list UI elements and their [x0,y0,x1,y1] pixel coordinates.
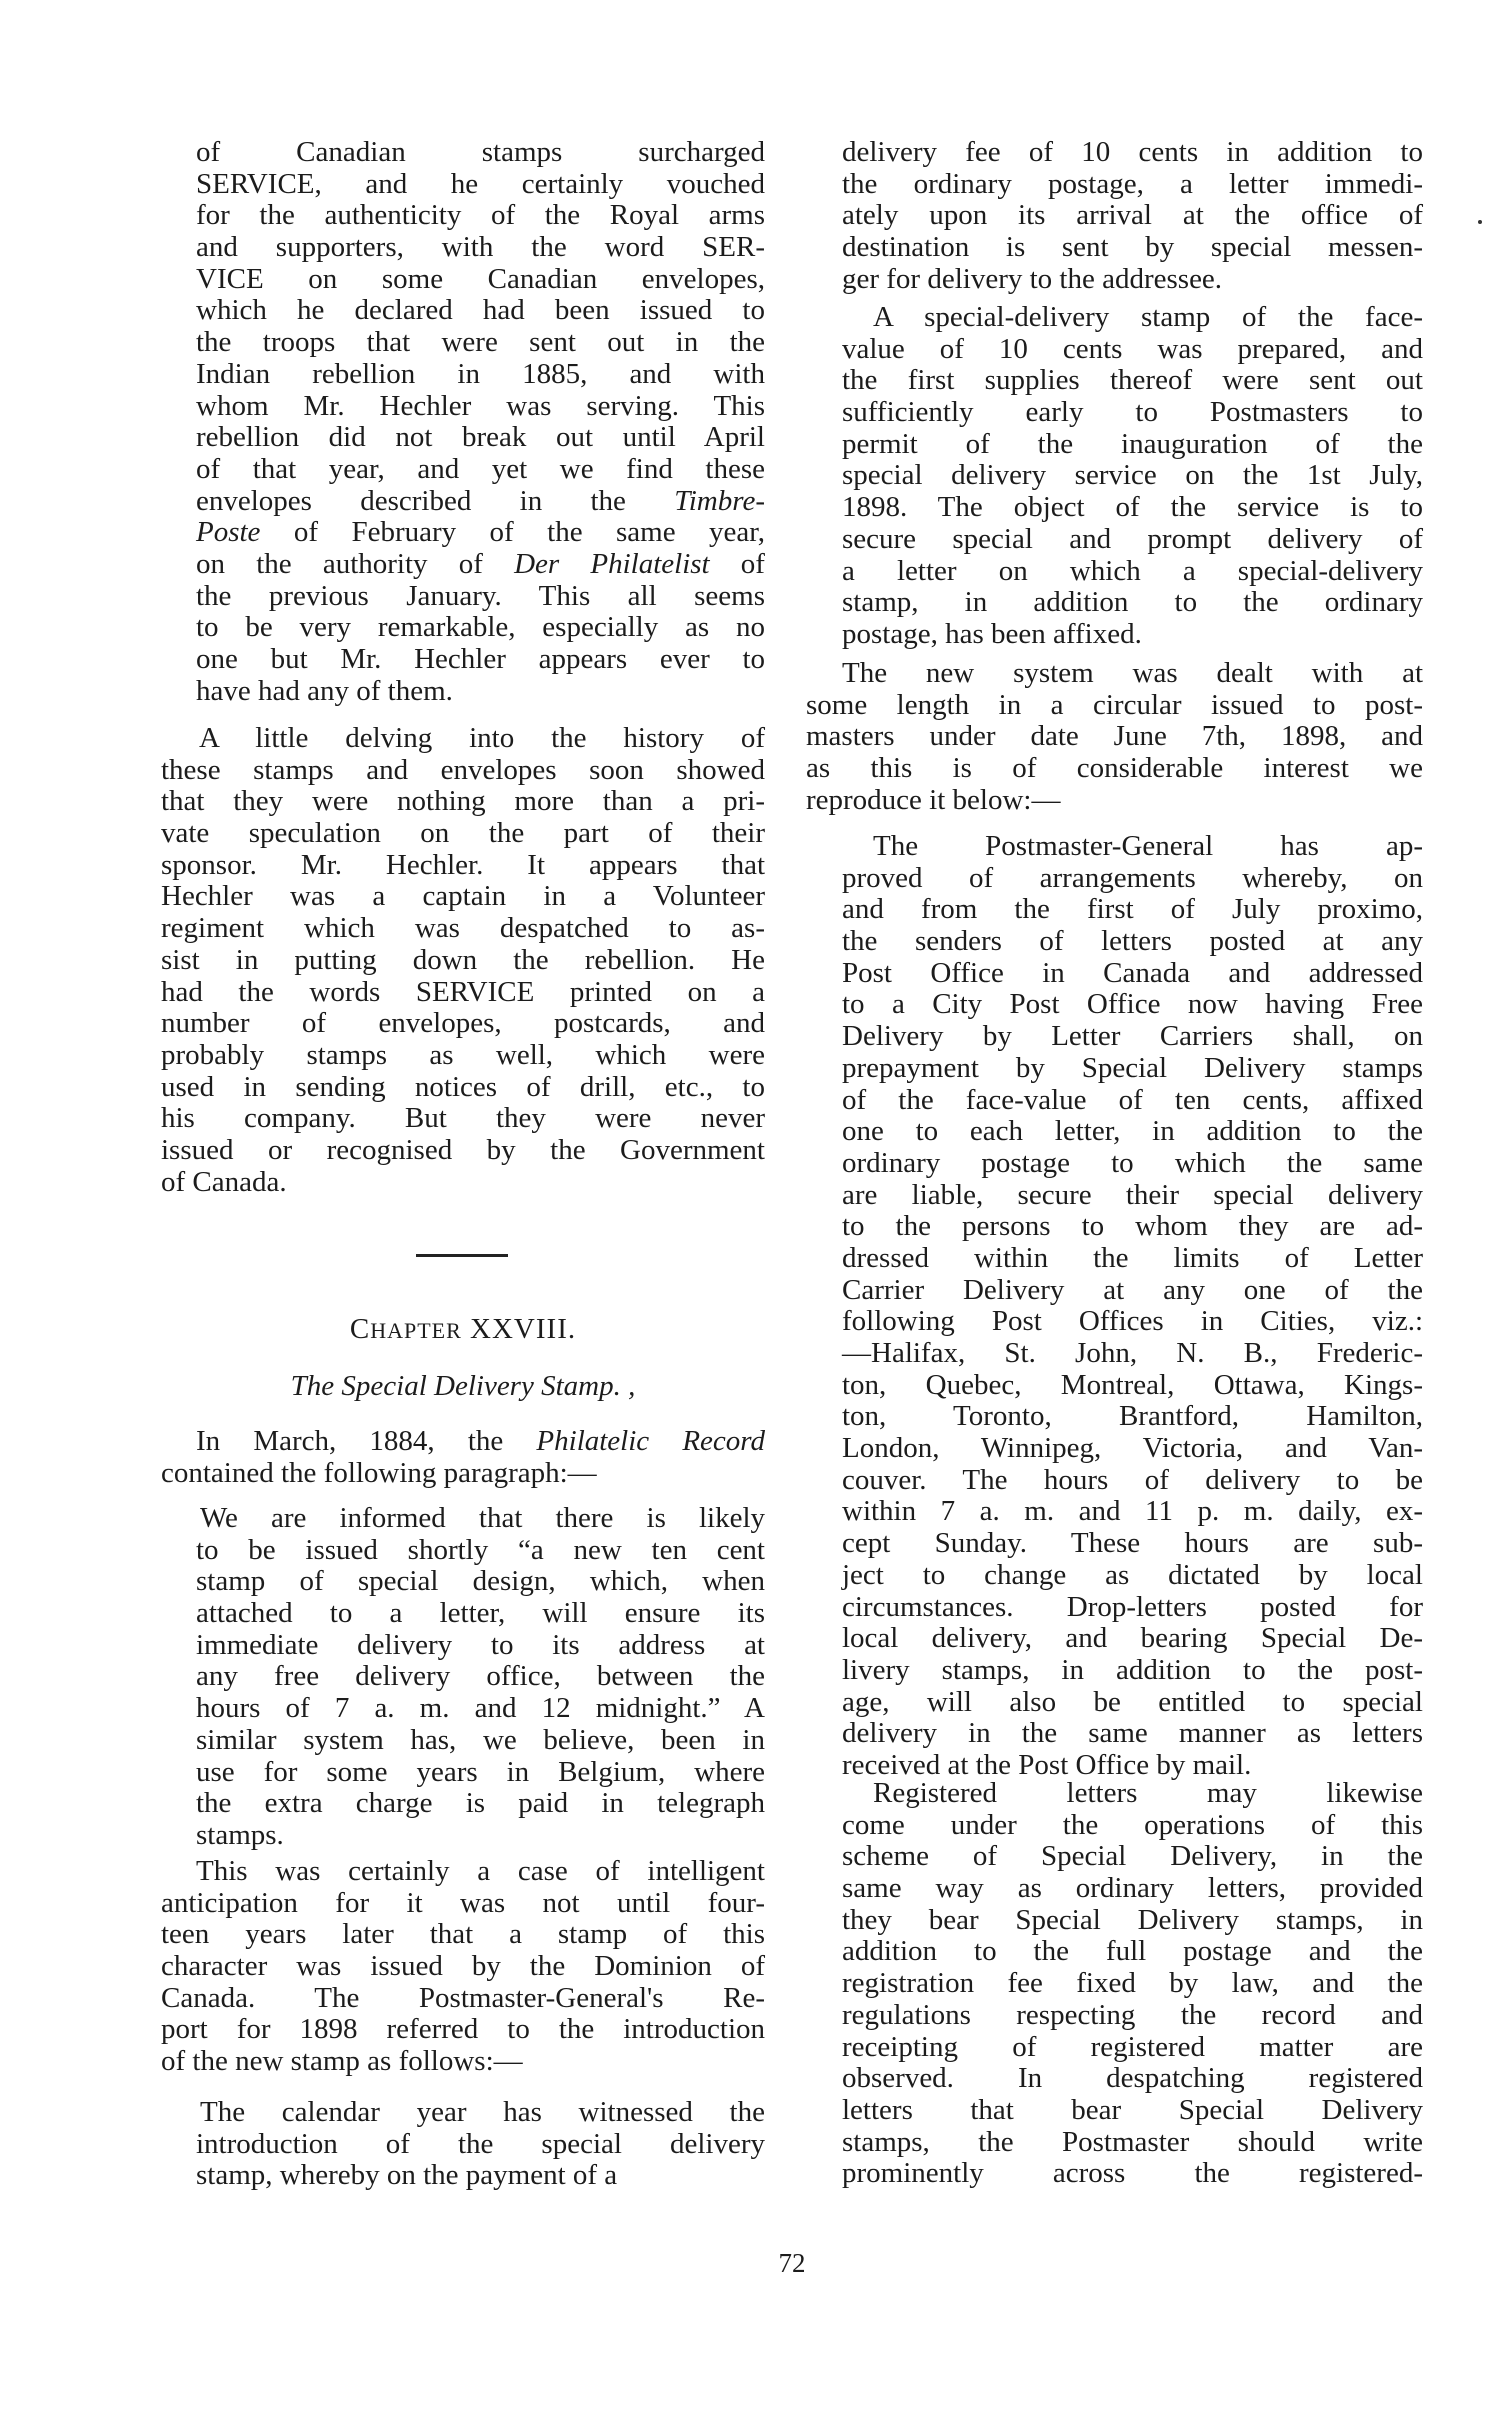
text-line [842,1465,1423,1497]
text-line [842,2032,1423,2064]
text-run: addition to the full postage and the [842,1935,1423,1968]
text-line [842,1841,1423,1873]
text-run: masters under date June 7th, 1898, and [806,720,1423,753]
text-line [842,302,1423,334]
text-line [161,1426,765,1458]
text-line [196,549,765,581]
text-run: sufficiently early to Postmasters to [842,396,1423,429]
text-line [161,1919,765,1951]
text-run: are liable, secure their special delivery [842,1178,1423,1211]
text-line [842,365,1423,397]
text-run: come under the operations of this [842,1808,1423,1841]
text-line [161,1458,765,1490]
text-line [161,1856,765,1888]
left-quote-paragraph [196,1503,765,1852]
text-run: they bear Special Delivery stamps, in [842,1903,1423,1936]
text-line [842,1778,1423,1810]
italic-title: Timbre- [674,484,765,517]
text-run: secure special and prompt delivery of [842,522,1423,555]
text-line [842,2127,1423,2159]
text-run: stamp, in addition to the ordinary [842,586,1423,619]
text-line [196,2160,765,2192]
text-run: that they were nothing more than a pri- [161,785,765,818]
text-line [196,1661,765,1693]
text-run: prominently across the registered- [842,2157,1423,2190]
text-run: The new system was dealt with at [842,657,1423,689]
text-line [842,926,1423,958]
text-line [842,1655,1423,1687]
text-line [161,977,765,1009]
text-run: same way as ordinary letters, provided [842,1872,1423,1905]
text-run: ger for delivery to the addressee. [842,262,1223,295]
text-line [842,989,1423,1021]
text-run: couver. The hours of delivery to be [842,1463,1423,1496]
text-line [161,1135,765,1167]
text-line [842,2158,1423,2190]
left-paragraph-2 [161,723,765,1198]
text-line [842,1968,1423,2000]
text-run: permit of the inauguration of the [842,427,1423,460]
right-quote-circular [842,831,1423,1782]
right-paragraph-3 [806,658,1423,816]
text-line [842,492,1423,524]
text-line [161,1951,765,1983]
text-run: to be very remarkable, especially as no [196,611,765,644]
text-run: the previous January. This all seems [196,579,765,612]
text-run: local delivery, and bearing Special De- [842,1622,1423,1655]
text-run: We are informed that there is likely [200,1502,765,1534]
text-run: London, Winnipeg, Victoria, and Van- [842,1432,1423,1465]
text-line [842,1148,1423,1180]
left-paragraph-1 [196,137,765,707]
text-run: The calendar year has witnessed the [200,2096,765,2128]
text-line [842,2095,1423,2127]
text-run: regulations respecting the record and [842,1998,1423,2031]
text-run: contained the following paragraph:— [161,1456,597,1489]
text-run: which he declared had been issued to [196,294,765,327]
text-line [842,1623,1423,1655]
text-run: livery stamps, in addition to the post- [842,1653,1423,1686]
text-run: anticipation for it was not until four- [161,1886,765,1919]
text-line [842,429,1423,461]
text-run: regiment which was despatched to as- [161,912,765,945]
text-line [842,397,1423,429]
italic-title: Der Philatelist [514,547,710,580]
text-line [196,2129,765,2161]
text-line [842,1718,1423,1750]
text-run: of February of the same year, [260,516,765,549]
text-run: introduction of the special delivery [196,2127,765,2160]
text-run: envelopes described in the [196,484,675,517]
text-run: of Canada. [161,1165,287,1198]
text-line [161,818,765,850]
text-line [161,1040,765,1072]
text-line [842,1496,1423,1528]
text-line [161,1983,765,2015]
text-line [842,1338,1423,1370]
text-line [196,676,765,708]
text-run: In March, 1884, the [196,1425,537,1457]
text-run: postage, has been affixed. [842,617,1142,650]
text-line [196,295,765,327]
text-run: the ordinary postage, a letter immedi- [842,167,1423,200]
text-run: value of 10 cents was prepared, and [842,332,1423,365]
text-run: dressed within the limits of Letter [842,1241,1423,1274]
left-paragraph-3 [161,1426,765,1489]
text-line [806,753,1423,785]
text-run: receipting of registered matter are [842,2030,1423,2063]
text-run: use for some years in Belgium, where [196,1755,765,1788]
text-run: to be issued shortly “a new ten cent [196,1533,765,1566]
text-line [161,1888,765,1920]
text-run: destination is sent by special messen- [842,231,1423,264]
text-line [842,1810,1423,1842]
text-line [842,831,1423,863]
text-run: cept Sunday. These hours are sub- [842,1527,1423,1560]
text-line [842,1085,1423,1117]
text-run: and from the first of July proximo, [842,893,1423,926]
text-line [842,1306,1423,1338]
chapter-heading [161,1313,765,1346]
text-line [196,200,765,232]
text-run: for the authenticity of the Royal arms [196,199,765,232]
text-line [161,1167,765,1199]
text-run: following Post Offices in Cities, viz.: [842,1305,1423,1338]
text-run: Delivery by Letter Carriers shall, on [842,1020,1423,1053]
text-line [842,1401,1423,1433]
text-run: ton, Toronto, Brantford, Hamilton, [842,1400,1423,1433]
text-run: his company. But they were never [161,1102,765,1135]
chapter-subtitle: The Special Delivery Stamp. , [290,1370,636,1402]
text-run: prepayment by Special Delivery stamps [842,1051,1423,1084]
text-line [806,721,1423,753]
text-line [806,658,1423,690]
text-line [842,587,1423,619]
text-run: ordinary postage to which the same [842,1146,1423,1179]
text-line [196,1535,765,1567]
text-line [842,334,1423,366]
text-run: proved of arrangements whereby, on [842,861,1423,894]
text-run: character was issued by the Dominion of [161,1950,765,1983]
text-run: VICE on some Canadian envelopes, [196,262,765,295]
text-line [196,1757,765,1789]
text-line [196,232,765,264]
text-run: SERVICE, and he certainly vouched [196,167,765,200]
text-run: 1898. The object of the service is to [842,491,1423,524]
text-run: have had any of them. [196,674,453,707]
text-run: Canada. The Postmaster-General's Re- [161,1981,765,2014]
text-run: the extra charge is paid in telegraph [196,1787,765,1820]
text-line [842,958,1423,990]
text-run: A special-delivery stamp of the face- [873,301,1423,333]
text-line [842,1687,1423,1719]
text-run: delivery in the same manner as letters [842,1717,1423,1750]
text-line [842,2063,1423,2095]
text-line [842,1873,1423,1905]
text-run: sponsor. Mr. Hechler. It appears that [161,848,765,881]
text-run: The Postmaster-General has ap- [873,830,1423,862]
text-run: of Canadian stamps surcharged [196,136,765,168]
text-line [196,581,765,613]
text-line [842,524,1423,556]
text-run: Carrier Delivery at any one of the [842,1273,1423,1306]
text-run: stamps, the Postmaster should write [842,2125,1423,2158]
text-run: a letter on which a special-delivery [842,554,1423,587]
text-line [161,723,765,755]
text-run: of the new stamp as follows:— [161,2045,523,2078]
text-line [196,1598,765,1630]
text-run: used in sending notices of drill, etc., to [161,1070,765,1103]
text-run: one to each letter, in addition to the [842,1115,1423,1148]
text-line [842,232,1423,264]
text-line [161,945,765,977]
text-line [842,1936,1423,1968]
text-run: of [709,547,765,580]
text-line [161,1103,765,1135]
text-line [842,1905,1423,1937]
text-run: and supporters, with the word SER- [196,231,765,264]
text-run: of that year, and yet we find these [196,452,765,485]
italic-title: Poste [196,516,261,549]
text-run: immediate delivery to its address at [196,1628,765,1661]
chapter-numeral: XXVIII. [470,1313,577,1345]
text-line [161,881,765,913]
text-run: hours of 7 a. m. and 12 midnight.” A [196,1692,765,1725]
text-line [196,422,765,454]
text-line [161,850,765,882]
scan-speck [1478,220,1482,224]
text-run: had the words SERVICE printed on a [161,975,765,1008]
text-line [842,1528,1423,1560]
text-line [196,327,765,359]
text-run: stamps. [196,1818,284,1851]
text-run: Indian rebellion in 1885, and with [196,357,765,390]
text-line [161,1008,765,1040]
chapter-word-rest: HAPTER [370,1318,462,1343]
text-line [842,1370,1423,1402]
text-line [161,1072,765,1104]
left-paragraph-5 [161,1856,765,2078]
text-run: Registered letters may likewise [873,1777,1423,1809]
text-run: delivery fee of 10 cents in addition to [842,136,1423,168]
text-line [196,1725,765,1757]
text-run: issued or recognised by the Government [161,1133,765,1166]
text-line [842,1592,1423,1624]
text-run: port for 1898 referred to the introduction [161,2013,765,2046]
text-run: these stamps and envelopes soon showed [161,753,765,786]
text-line [196,137,765,169]
text-run: This was certainly a case of intelligent [196,1855,765,1887]
text-run: rebellion did not break out until April [196,421,765,454]
text-run: stamp of special design, which, when [196,1565,765,1598]
text-run: within 7 a. m. and 11 p. m. daily, ex- [842,1495,1423,1528]
text-line [842,1053,1423,1085]
text-line [196,1503,765,1535]
text-line [196,2097,765,2129]
text-run: similar system has, we believe, been in [196,1723,765,1756]
text-run: stamp, whereby on the payment of a [196,2159,618,2192]
text-run: ton, Quebec, Montreal, Ottawa, Kings- [842,1368,1423,1401]
text-run: of the face-value of ten cents, affixed [842,1083,1423,1116]
text-line [161,2046,765,2078]
text-run: letters that bear Special Delivery [842,2093,1423,2126]
text-line [196,1630,765,1662]
text-run: any free delivery office, between the [196,1660,765,1693]
text-run: number of envelopes, postcards, and [161,1007,765,1040]
text-run: registration fee fixed by law, and the [842,1967,1423,2000]
text-run: received at the Post Office by mail. [842,1748,1252,1781]
text-line [842,1211,1423,1243]
text-line [842,137,1423,169]
left-quote-paragraph-2 [196,2097,765,2192]
text-line [842,1021,1423,1053]
text-line [842,1560,1423,1592]
text-run: probably stamps as well, which were [161,1038,765,1071]
text-line [196,1566,765,1598]
text-run: vate speculation on the part of their [161,817,765,850]
text-line [161,755,765,787]
text-run: Post Office in Canada and addressed [842,956,1423,989]
text-run: as this is of considerable interest we [806,752,1423,785]
text-line [842,460,1423,492]
text-line [196,1820,765,1852]
text-line [196,644,765,676]
text-line [842,1433,1423,1465]
right-quote-registered [842,1778,1423,2190]
text-line [806,785,1423,817]
text-line [161,2014,765,2046]
text-run: circumstances. Drop-letters posted for [842,1590,1423,1623]
text-run: —Halifax, St. John, N. B., Frederic- [842,1337,1423,1369]
text-line [842,1275,1423,1307]
section-divider [416,1254,508,1257]
text-line [196,612,765,644]
text-line [842,863,1423,895]
text-line [196,1788,765,1820]
italic-title: Philatelic Record [536,1425,765,1457]
text-line [842,2000,1423,2032]
text-line [161,786,765,818]
text-run: attached to a letter, will ensure its [196,1597,765,1630]
text-run: special delivery service on the 1st July, [842,459,1423,492]
text-line [842,894,1423,926]
text-run: sist in putting down the rebellion. He [161,943,765,976]
text-line [196,517,765,549]
text-line [196,454,765,486]
text-line [196,391,765,423]
text-line [842,200,1423,232]
text-line [161,913,765,945]
text-line [842,1243,1423,1275]
text-line [196,169,765,201]
right-quote-paragraph-1 [842,137,1423,295]
text-line [842,169,1423,201]
text-run: reproduce it below:— [806,783,1061,816]
text-run: the first supplies thereof were sent out [842,364,1423,397]
page-number: 72 [778,2248,806,2278]
text-run: to a City Post Office now having Free [842,988,1423,1021]
text-run: age, will also be entitled to special [842,1685,1423,1718]
text-run: ately upon its arrival at the office of [842,199,1423,232]
text-line [842,619,1423,651]
text-run: the troops that were sent out in the [196,326,765,359]
text-line [196,1693,765,1725]
text-line [842,556,1423,588]
text-run: whom Mr. Hechler was serving. This [196,389,765,422]
text-line [806,690,1423,722]
text-run: ject to change as dictated by local [842,1558,1423,1591]
chapter-word-initial: C [349,1313,371,1345]
text-run: Hechler was a captain in a Volunteer [161,880,765,913]
text-line [842,1180,1423,1212]
text-line [842,1116,1423,1148]
text-run: the senders of letters posted at any [842,925,1423,958]
text-run: on the authority of [196,547,515,580]
text-run: to the persons to whom they are ad- [842,1210,1423,1243]
text-line [196,486,765,518]
text-run: teen years later that a stamp of this [161,1918,765,1951]
text-line [196,359,765,391]
text-line [842,264,1423,296]
text-run: some length in a circular issued to post- [806,688,1423,721]
text-run: scheme of Special Delivery, in the [842,1840,1423,1873]
text-line [196,264,765,296]
right-quote-paragraph-2 [842,302,1423,651]
text-run: A little delving into the history of [199,722,765,754]
text-run: one but Mr. Hechler appears ever to [196,643,765,675]
text-run: observed. In despatching registered [842,2062,1423,2095]
